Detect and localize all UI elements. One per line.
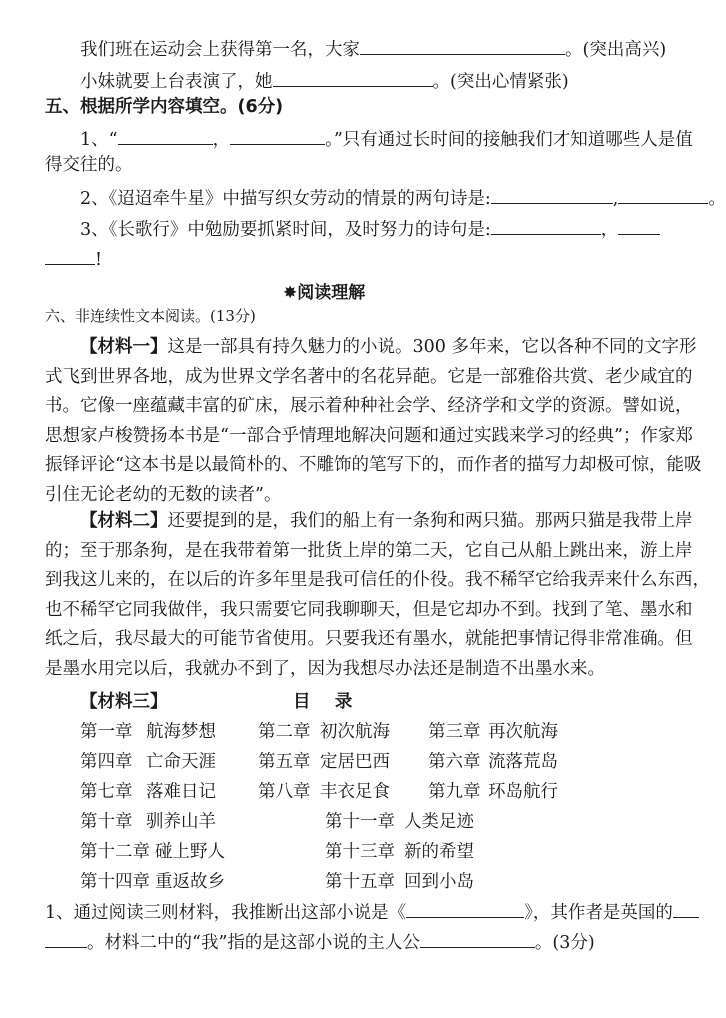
answer-blank[interactable] (618, 185, 708, 204)
toc-chapter-number: 第三章 (428, 722, 481, 742)
toc-chapter-number: 第一章 (80, 722, 133, 742)
section6-q1 (45, 899, 699, 925)
material-line (45, 539, 693, 563)
toc-chapter-number: 第七章 (80, 782, 133, 802)
text: 。(3分) (534, 933, 595, 953)
material-line (80, 335, 696, 359)
toc-chapter-number: 第四章 (80, 752, 133, 772)
text: 。(突出心情紧张) (432, 72, 569, 92)
toc-chapter-title: 环岛航行 (488, 782, 558, 802)
text: 1、通过阅读三则材料，我推断出这部小说是《 (45, 903, 407, 923)
section5-q1 (80, 126, 693, 152)
text: 书。它像一座蕴藏丰富的矿床，展示着种种社会学、经济学和文学的资源。譬如说， (45, 396, 693, 417)
toc-chapter-title: 碰上野人 (155, 842, 225, 862)
fill-line-happy (80, 36, 666, 62)
answer-blank[interactable] (618, 216, 660, 235)
toc-chapter-number: 第二章 (258, 722, 311, 742)
material-line (45, 394, 693, 418)
material-line (45, 568, 710, 592)
answer-blank[interactable] (118, 126, 213, 145)
answer-blank[interactable] (420, 929, 535, 948)
text: 我们班在运动会上获得第一名，大家 (80, 40, 360, 60)
material-line (45, 424, 693, 448)
toc-chapter-number: 第十二章 (80, 842, 150, 862)
answer-blank[interactable] (406, 899, 524, 918)
text: , (612, 189, 619, 209)
text: 思想家卢梭赞扬本书是“一部合乎情理地解决问题和通过实践来学习的经典”；作家郑 (45, 425, 693, 446)
toc-chapter-number: 第九章 (428, 782, 481, 802)
text: ! (95, 250, 103, 270)
section6-q1-cont (45, 929, 595, 955)
text: 3、《长歌行》中勉励要抓紧时间，及时努力的诗句是: (80, 220, 491, 240)
text: 还要提到的是，我们的船上有一条狗和两只猫。那两只猫是我带上岸 (167, 511, 693, 531)
toc-chapter-number: 第十四章 (80, 872, 150, 892)
text: ， (212, 130, 231, 150)
toc-chapter-number: 第六章 (428, 752, 481, 772)
toc-chapter-title: 航海梦想 (146, 722, 216, 742)
text: 到我这儿来的，在以后的许多年里是我可信任的仆役。我不稀罕它给我弄来什么东西， (45, 570, 710, 591)
toc-chapter-number: 第十章 (80, 812, 133, 832)
answer-blank[interactable] (45, 246, 95, 265)
toc-chapter-title: 定居巴西 (320, 752, 390, 772)
section5-q3 (80, 216, 660, 242)
material-line (80, 509, 693, 533)
section5-q3-cont (45, 246, 102, 272)
text: 》，其作者是英国的 (524, 903, 673, 923)
answer-blank[interactable] (673, 899, 699, 918)
text: 这是一部具有持久魅力的小说。300 多年来，它以各种不同的文字形 (167, 337, 697, 357)
toc-chapter-title: 新的希望 (404, 842, 474, 862)
answer-blank[interactable] (45, 929, 87, 948)
material-line (45, 657, 605, 681)
toc-chapter-title: 驯养山羊 (146, 812, 216, 832)
material-line (45, 483, 281, 507)
toc-chapter-title: 再次航海 (488, 722, 558, 742)
answer-blank[interactable] (273, 68, 433, 87)
toc-chapter-number: 第五章 (258, 752, 311, 772)
toc-chapter-number: 第十三章 (325, 842, 395, 862)
text: 。 (708, 189, 726, 209)
text: 是墨水用完以后，我就办不到了，因为我想尽办法还是制造不出墨水来。 (45, 659, 605, 679)
material-line (45, 453, 701, 477)
text: 。材料二中的“我”指的是这部小说的主人公 (87, 933, 420, 953)
material-line (45, 365, 693, 389)
material-label: 【材料二】 (80, 511, 168, 531)
answer-blank[interactable] (230, 126, 325, 145)
material3-label: 【材料三】 (80, 692, 168, 712)
toc-chapter-number: 第八章 (258, 782, 311, 802)
toc-chapter-title: 流落荒岛 (488, 752, 558, 772)
text: 2、《迢迢牵牛星》中描写织女劳动的情景的两句诗是: (80, 189, 491, 209)
section5-q1-cont: 得交往的。 (45, 155, 133, 175)
text: 1、“ (80, 130, 118, 150)
reading-section-title: ✸阅读理解 (283, 283, 366, 303)
text: 也不稀罕它同我做伴，我只需要它同我聊聊天，但是它却办不到。找到了笔、墨水和 (45, 599, 693, 620)
section6-heading: 六、非连续性文本阅读。(13分) (45, 307, 256, 325)
text: 引住无论老幼的无数的读者”。 (45, 485, 282, 505)
toc-chapter-number: 第十一章 (325, 812, 395, 832)
text: ， (600, 220, 619, 240)
text: 的；至于那条狗，是在我带着第一批货上岸的第二天，它自己从船上跳出来，游上岸 (45, 540, 693, 561)
material-label: 【材料一】 (80, 337, 168, 357)
answer-blank[interactable] (491, 216, 601, 235)
toc-title: 目 录 (293, 692, 353, 712)
toc-chapter-title: 人类足迹 (404, 812, 474, 832)
material-line (45, 598, 693, 622)
text: 振铎评论“这本书是以最简朴的、不雕饰的笔写下的，而作者的描写力却极可惊，能吸 (45, 455, 702, 476)
text: 。”只有通过长时间的接触我们才知道哪些人是值 (325, 130, 693, 150)
section5-q2 (80, 185, 726, 211)
toc-chapter-title: 回到小岛 (404, 872, 474, 892)
toc-chapter-title: 落难日记 (146, 782, 216, 802)
toc-chapter-number: 第十五章 (325, 872, 395, 892)
toc-chapter-title: 重返故乡 (155, 872, 225, 892)
text: 小妹就要上台表演了，她 (80, 72, 273, 92)
answer-blank[interactable] (360, 36, 565, 55)
fill-line-nervous (80, 68, 569, 94)
material-line (45, 627, 693, 651)
answer-blank[interactable] (491, 185, 613, 204)
toc-chapter-title: 初次航海 (320, 722, 390, 742)
text: 纸之后，我尽最大的可能节省使用。只要我还有墨水，就能把事情记得非常准确。但 (45, 629, 693, 650)
section5-heading: 五、根据所学内容填空。(6分) (45, 97, 284, 117)
text: 。(突出高兴) (565, 40, 667, 60)
toc-chapter-title: 丰衣足食 (320, 782, 390, 802)
toc-chapter-title: 亡命天涯 (146, 752, 216, 772)
text: 式飞到世界各地，成为世界文学名著中的名花异葩。它是一部雅俗共赏、老少咸宜的 (45, 366, 693, 387)
